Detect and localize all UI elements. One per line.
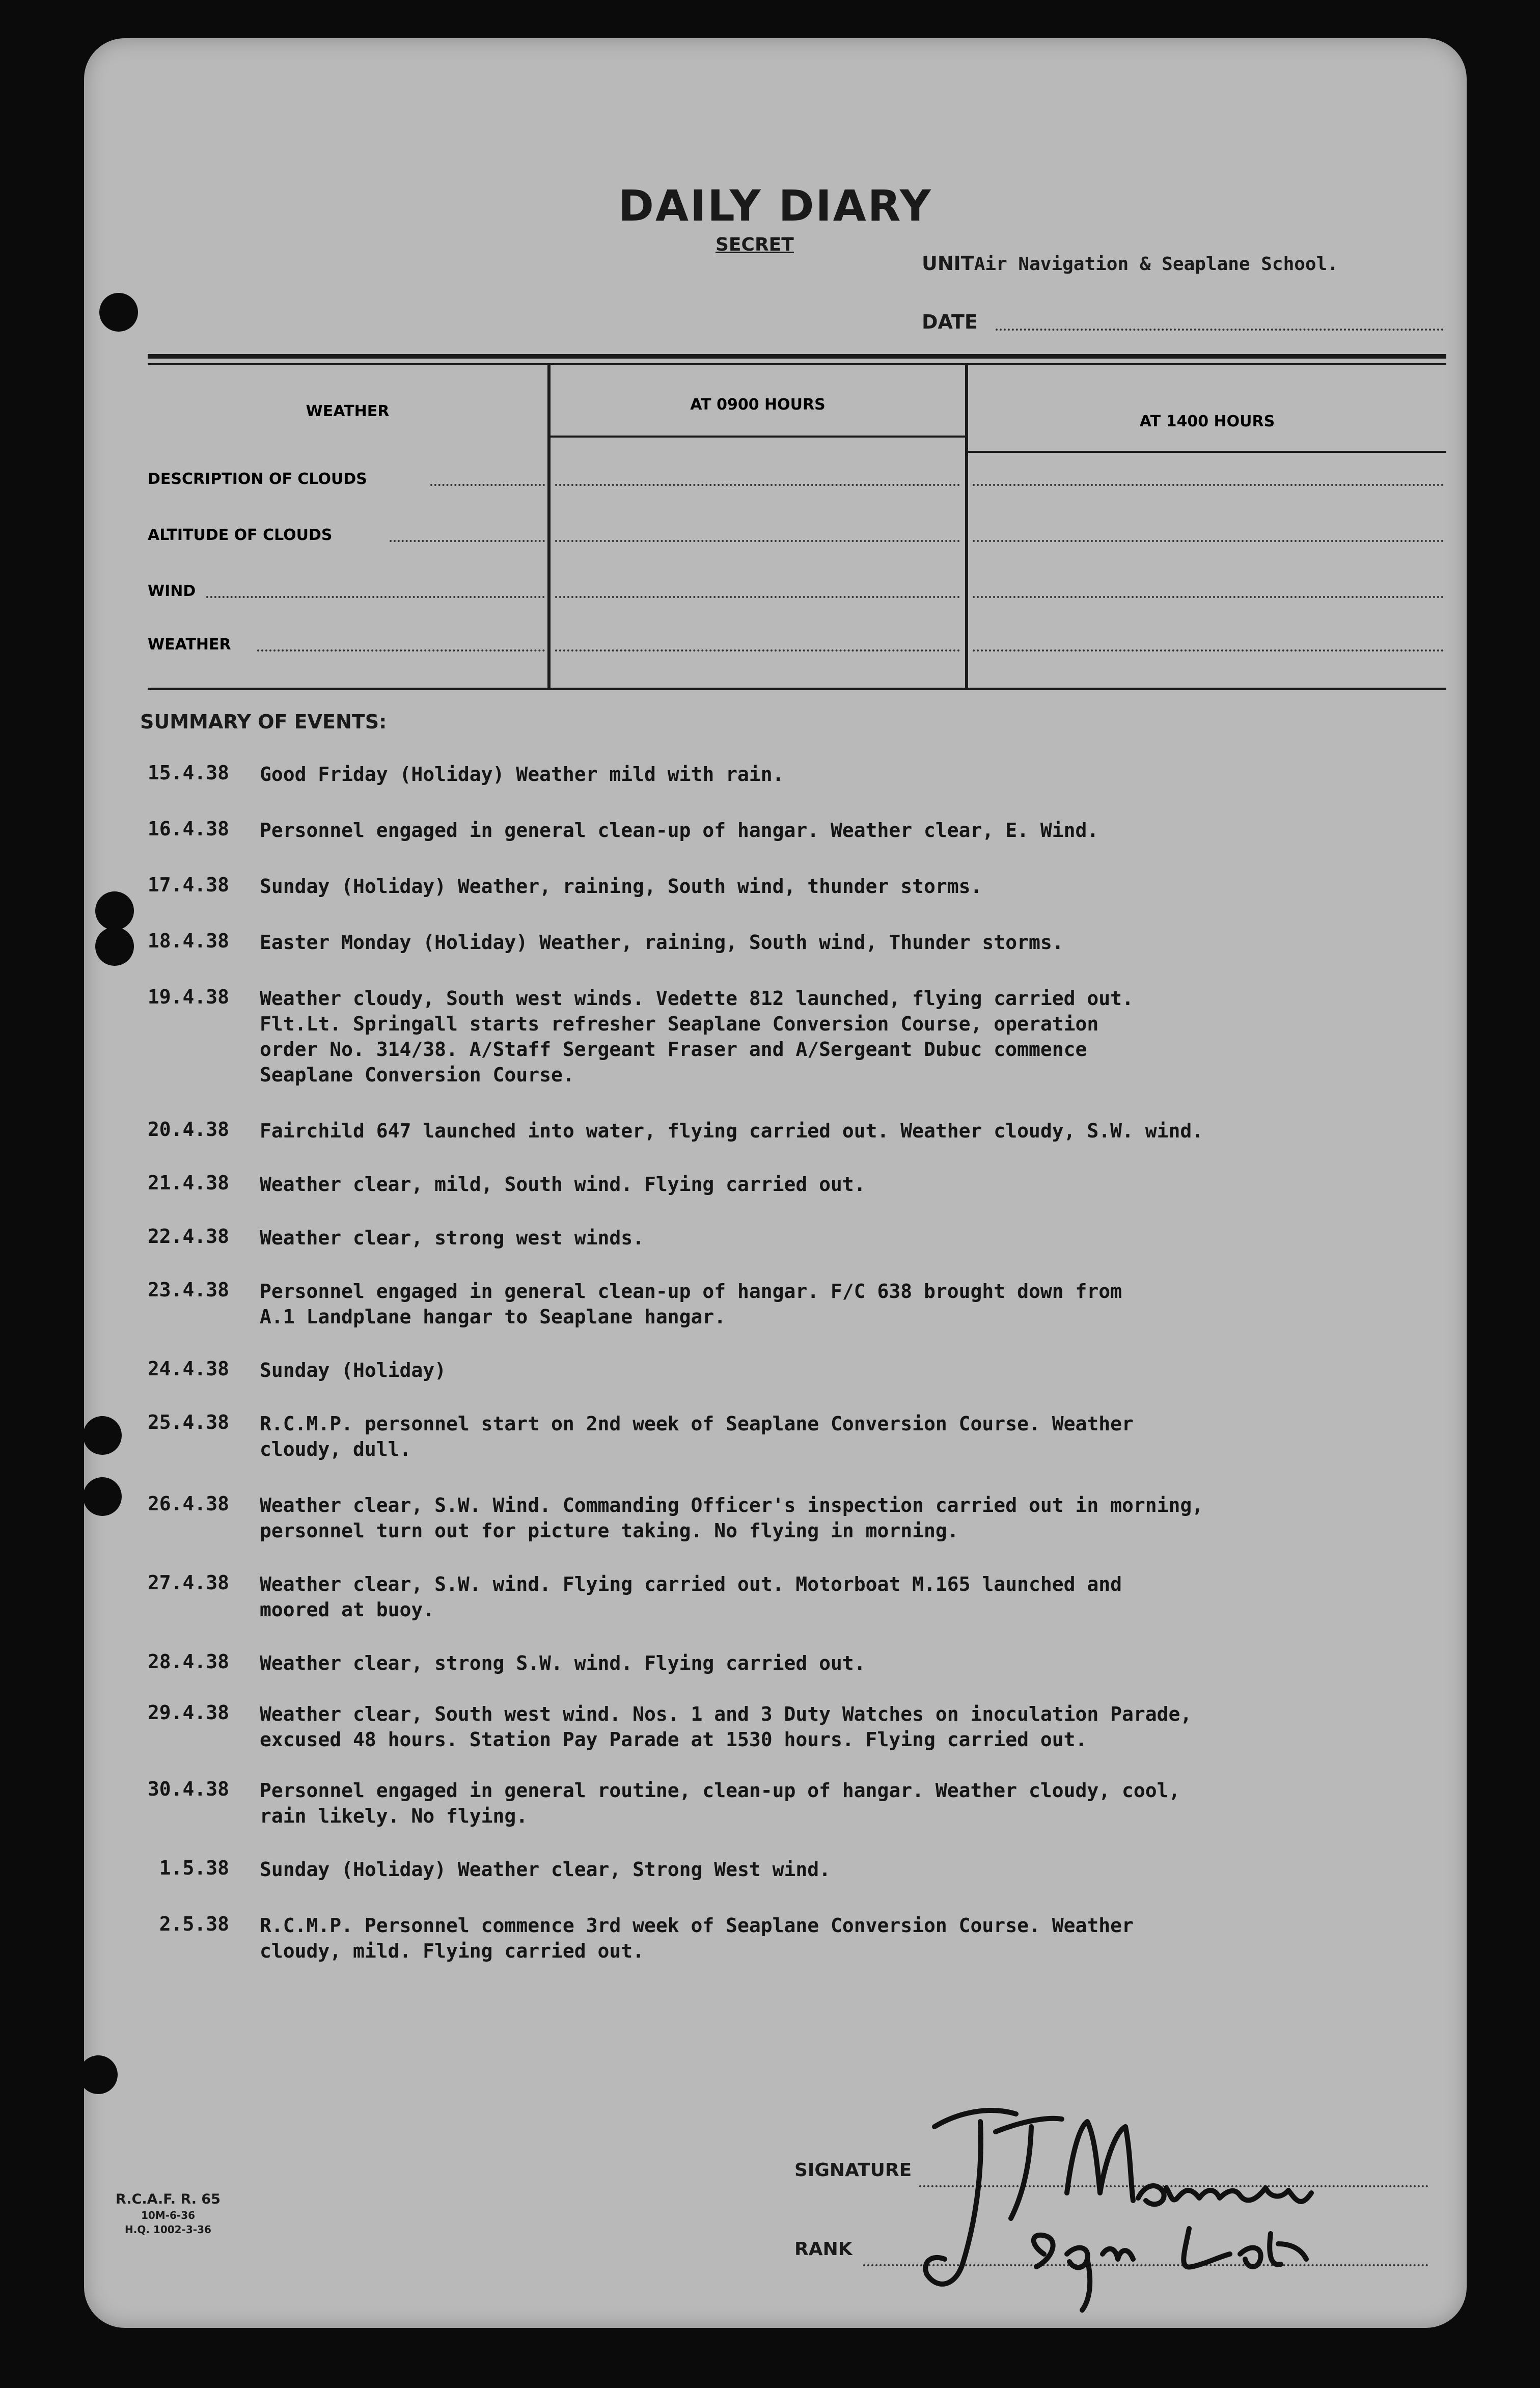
event-text: Fairchild 647 launched into water, flying carried out. Weather cloudy, S.W. wind. (260, 1120, 1204, 1142)
event-date: 1.5.38 (159, 1857, 229, 1879)
punch-hole (99, 293, 138, 332)
dotted-line (973, 596, 1444, 598)
secret-marking: SECRET (716, 234, 794, 255)
weather-row-altitude (148, 499, 1446, 550)
event-date: 18.4.38 (147, 930, 229, 952)
event-date: 22.4.38 (147, 1225, 229, 1247)
dotted-line (206, 596, 545, 598)
signature-stroke (1067, 2122, 1133, 2201)
weather-table (148, 354, 1446, 690)
event-text: Weather clear, strong S.W. wind. Flying carried out. (260, 1652, 866, 1674)
dotted-line (555, 540, 960, 542)
event-date: 29.4.38 (147, 1701, 229, 1724)
event-text: Personnel engaged in general routine, clean-up of hangar. Weather cloudy, cool, rain likely. No flying. (260, 1779, 1180, 1827)
event-date: 20.4.38 (147, 1118, 229, 1141)
event-text: Weather clear, S.W. wind. Flying carried out. Motorboat M.165 launched and moored at buoy. (260, 1573, 1122, 1621)
event-text: Good Friday (Holiday) Weather mild with rain. (260, 763, 784, 785)
row-label: WEATHER (148, 636, 231, 654)
dotted-line (390, 540, 545, 542)
event-date: 25.4.38 (147, 1411, 229, 1433)
dotted-line (430, 484, 545, 486)
diary-page (84, 38, 1467, 2328)
unit-field (922, 252, 1338, 275)
row-label: DESCRIPTION OF CLOUDS (148, 470, 367, 488)
dotted-line (257, 649, 545, 652)
event-date: 21.4.38 (147, 1172, 229, 1194)
event-text: Weather clear, mild, South wind. Flying carried out. (260, 1173, 866, 1196)
signature-stroke (1184, 2229, 1306, 2267)
summary-heading: SUMMARY OF EVENTS: (140, 711, 387, 733)
event-date: 28.4.38 (147, 1650, 229, 1673)
dotted-line (555, 596, 960, 598)
weather-row-weather (148, 609, 1446, 660)
table-rule (148, 354, 1446, 359)
form-number-line: 10M-6-36 (141, 2209, 196, 2221)
unit-value: Air Navigation & Seaplane School. (974, 254, 1338, 275)
event-date: 23.4.38 (147, 1279, 229, 1301)
event-date: 24.4.38 (147, 1358, 229, 1380)
date-dotted-line (996, 329, 1444, 331)
dotted-line (555, 649, 960, 652)
event-text: Sunday (Holiday) (260, 1359, 447, 1381)
event-text: Personnel engaged in general clean-up of hangar. Weather clear, E. Wind. (260, 819, 1099, 842)
event-text: Sunday (Holiday) Weather, raining, South wind, thunder storms. (260, 875, 982, 898)
event-text: Weather clear, South west wind. Nos. 1 and 3 Duty Watches on inoculation Parade, excused 48 hours. Station Pay Parade at 1530 hours. Flying carried out. (260, 1703, 1192, 1751)
signature-stroke (925, 2110, 1016, 2284)
0900-column-header: AT 0900 HOURS (690, 396, 826, 414)
event-text: Sunday (Holiday) Weather clear, Strong West wind. (260, 1858, 831, 1881)
1400-column-header: AT 1400 HOURS (1139, 413, 1275, 430)
dotted-line (973, 649, 1444, 652)
table-rule (148, 688, 1446, 690)
event-text: Weather cloudy, South west winds. Vedette 812 launched, flying carried out. Flt.Lt. Springall starts refresher Seaplane Conversion Course, operation order No. 314/38. A/Staff Sergeant Fraser and A/Sergeant Dubuc commence Seaplane Conversion Course. (260, 987, 1134, 1086)
punch-hole (84, 2055, 118, 2094)
unit-label: UNIT (922, 252, 974, 275)
event-date: 27.4.38 (147, 1571, 229, 1594)
signature-label: SIGNATURE (794, 2160, 912, 2181)
dotted-line (555, 484, 960, 486)
header-rule (551, 436, 965, 438)
row-label: WIND (148, 582, 196, 600)
event-text: Weather clear, S.W. Wind. Commanding Officer's inspection carried out in morning, personnel turn out for picture taking. No flying in morning. (260, 1494, 1204, 1542)
event-date: 15.4.38 (147, 762, 229, 784)
event-date: 16.4.38 (147, 818, 229, 840)
event-date: 17.4.38 (147, 874, 229, 896)
signature-stroke (996, 2119, 1062, 2218)
dotted-line (973, 540, 1444, 542)
event-text: R.C.M.P. Personnel commence 3rd week of Seaplane Conversion Course. Weather cloudy, mild. Flying carried out. (260, 1914, 1134, 1962)
row-label: ALTITUDE OF CLOUDS (148, 526, 333, 544)
date-label: DATE (922, 311, 978, 333)
weather-row-wind (148, 555, 1446, 606)
form-number-line: R.C.A.F. R. 65 (116, 2191, 221, 2207)
event-text: R.C.M.P. personnel start on 2nd week of Seaplane Conversion Course. Weather cloudy, dull. (260, 1413, 1134, 1460)
form-number (84, 2190, 252, 2237)
event-date: 19.4.38 (147, 986, 229, 1008)
form-number-line: H.Q. 1002-3-36 (125, 2223, 211, 2236)
dotted-line (973, 484, 1444, 486)
event-date: 30.4.38 (147, 1778, 229, 1800)
event-text: Personnel engaged in general clean-up of hangar. F/C 638 brought down from A.1 Landplane hangar to Seaplane hangar. (260, 1280, 1122, 1328)
page-title: DAILY DIARY (618, 181, 932, 231)
signature-stroke (1138, 2186, 1311, 2204)
event-date: 26.4.38 (147, 1492, 229, 1515)
weather-row-description (148, 443, 1446, 494)
weather-column-header: WEATHER (306, 402, 390, 420)
signature-stroke (1034, 2235, 1133, 2310)
rank-label: RANK (794, 2239, 853, 2260)
event-text: Weather clear, strong west winds. (260, 1227, 644, 1249)
event-date: 2.5.38 (159, 1913, 229, 1935)
handwritten-signature (914, 2091, 1362, 2315)
punch-hole (95, 891, 134, 930)
table-rule (148, 363, 1446, 365)
event-text: Easter Monday (Holiday) Weather, raining, South wind, Thunder storms. (260, 931, 1064, 954)
